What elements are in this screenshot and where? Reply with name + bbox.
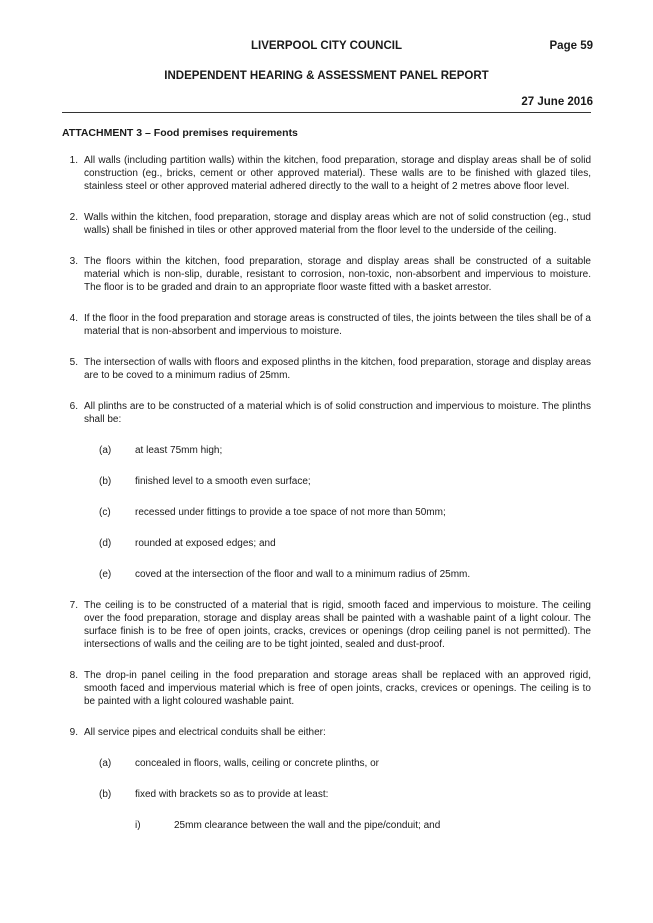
item-text: All walls (including partition walls) within the kitchen, food preparation, storage and display areas shall be of solid construction (eg., bricks, cement or other approved material). These walls are to be finished with glazed tiles, stainless steel or other approved material adhered directly to the wall to a height of 2 metres above floor level. [84, 155, 591, 192]
list-item [62, 356, 591, 382]
sub-item [62, 568, 591, 581]
sub-item-label: (a) [99, 758, 112, 769]
header-council: LIVERPOOL CITY COUNCIL [250, 40, 402, 52]
list-item [62, 599, 591, 651]
sub-item-label: (e) [99, 569, 112, 580]
sub-sub-item-label: i) [135, 820, 141, 831]
list-item [62, 312, 591, 338]
item-number: 6. [69, 401, 78, 412]
sub-item-text: at least 75mm high; [135, 445, 223, 456]
sub-item-label: (a) [99, 445, 112, 456]
list-item [62, 255, 591, 294]
item-number: 3. [69, 256, 78, 267]
list-item [62, 154, 591, 193]
sub-item-label: (d) [99, 538, 112, 549]
item-text: If the floor in the food preparation and storage areas is constructed of tiles, the joints between the tiles shall be of a material that is non-absorbent and impervious to moisture. [84, 313, 591, 337]
item-text: The intersection of walls with floors and exposed plinths in the kitchen, food preparation, storage and display areas are to be coved to a minimum radius of 25mm. [84, 357, 591, 381]
sub-item-label: (b) [99, 476, 112, 487]
sub-item-text: recessed under fittings to provide a toe space of not more than 50mm; [135, 507, 446, 518]
item-text: All plinths are to be constructed of a material which is of solid construction and impervious to moisture. The plinths shall be: [84, 401, 591, 425]
sub-item-text: coved at the intersection of the floor and wall to a minimum radius of 25mm. [135, 569, 471, 580]
sub-item-text: rounded at exposed edges; and [135, 538, 276, 549]
sub-item [62, 475, 591, 488]
sub-item [62, 537, 591, 550]
list-item [62, 669, 591, 708]
item-text: The ceiling is to be constructed of a material that is rigid, smooth faced and impervious to moisture. The ceiling over the food preparation, storage and display areas shall be painted with a washable paint of a light colour. The surface finish is to be free of open joints, cracks, crevices or openings (drop ceiling panel is not permitted). The intersections of walls and the ceiling are to be tight jointed, sealed and dust-proof. [84, 600, 591, 650]
header-page-number: Page 59 [549, 40, 593, 52]
sub-item [62, 788, 591, 801]
item-number: 2. [69, 212, 78, 223]
item-number: 9. [69, 727, 78, 738]
sub-sub-item-text: 25mm clearance between the wall and the pipe/conduit; and [174, 820, 441, 831]
header-rule [62, 112, 591, 113]
header-date: 27 June 2016 [521, 96, 593, 108]
item-number: 7. [69, 600, 78, 611]
item-number: 5. [69, 357, 78, 368]
sub-item [62, 506, 591, 519]
sub-item-text: fixed with brackets so as to provide at least: [135, 789, 329, 800]
item-number: 8. [69, 670, 78, 681]
sub-item-label: (c) [99, 507, 111, 518]
sub-item-text: finished level to a smooth even surface; [135, 476, 311, 487]
sub-item [62, 444, 591, 457]
item-text: The drop-in panel ceiling in the food preparation and storage areas shall be replaced with an approved rigid, smooth faced and impervious material which is free of open joints, cracks, crevices or openings. The ceiling is to be painted with a light coloured washable paint. [84, 670, 591, 707]
item-text: Walls within the kitchen, food preparation, storage and display areas which are not of solid construction (eg., stud walls) shall be finished in tiles or other approved material from the floor level to the underside of the ceiling. [84, 212, 591, 236]
requirements-list [62, 154, 591, 832]
item-text: All service pipes and electrical conduits shall be either: [84, 727, 326, 738]
list-item [62, 726, 591, 739]
item-text: The floors within the kitchen, food preparation, storage and display areas shall be constructed of a suitable material which is non-slip, durable, resistant to corrosion, non-toxic, non-absorbent and impervious to moisture. The floor is to be graded and drain to an appropriate floor waste fitted with a basket arrestor. [84, 256, 591, 293]
sub-item-label: (b) [99, 789, 112, 800]
sub-item [62, 757, 591, 770]
item-number: 4. [69, 313, 78, 324]
item-number: 1. [69, 155, 78, 166]
header-report-title: INDEPENDENT HEARING & ASSESSMENT PANEL REPORT [164, 70, 489, 82]
attachment-title: ATTACHMENT 3 – Food premises requirements [62, 127, 298, 139]
sub-item-text: concealed in floors, walls, ceiling or concrete plinths, or [135, 758, 380, 769]
list-item [62, 400, 591, 426]
list-item [62, 211, 591, 237]
sub-sub-item [62, 819, 591, 832]
